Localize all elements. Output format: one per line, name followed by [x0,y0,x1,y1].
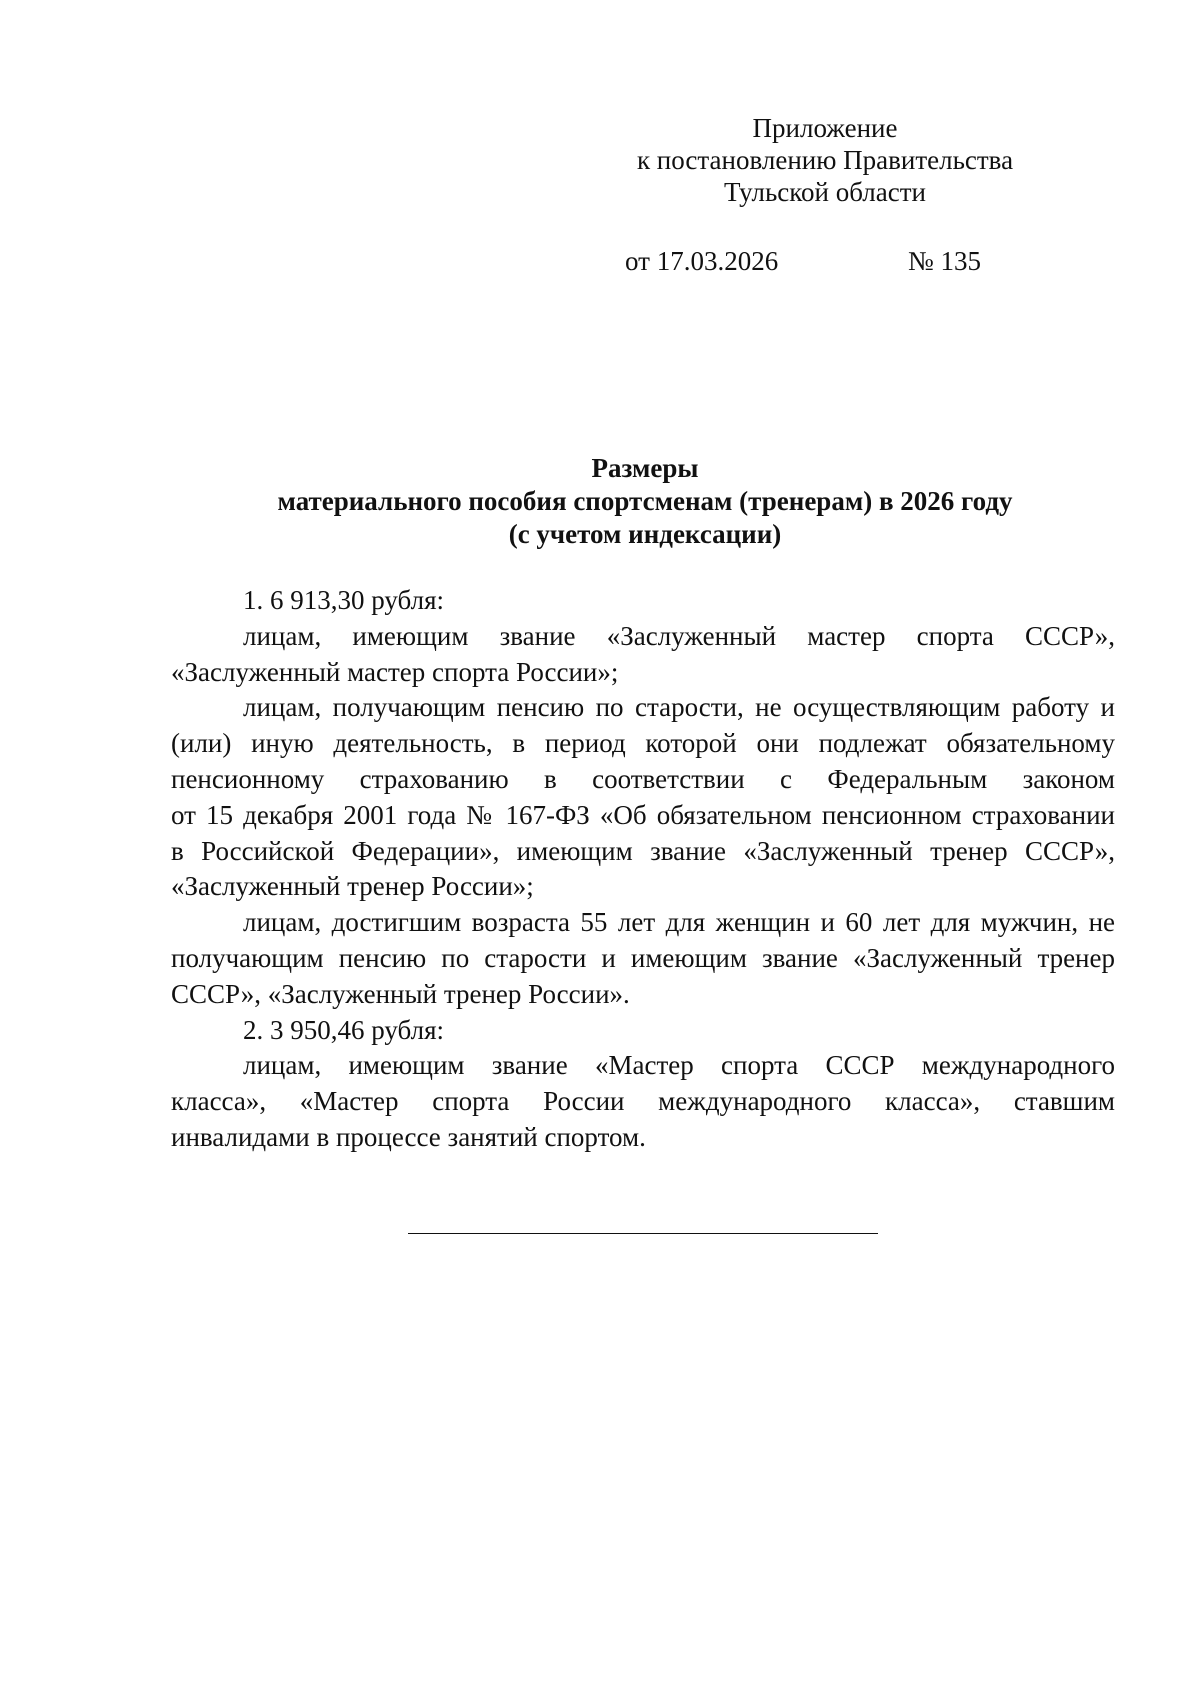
item-1-recipients-masters [171,619,1115,691]
text-line: «Заслуженный тренер России»; [171,871,534,902]
document-body [171,583,1115,1156]
item-1-heading [171,583,1115,619]
item-1-recipients-age [171,905,1115,1012]
document-date: от 17.03.2026 [625,246,779,276]
text-line: лицам, имеющим звание «Заслуженный мастер спорта СССР», [243,620,1115,651]
text-line: лицам, достигшим возраста 55 лет для женщин и 60 лет для мужчин, не [243,907,1115,938]
title-line-3: (с учетом индексации) [508,519,782,549]
title-line-2: материального пособия спортсменам (тренерам) в 2026 году [277,486,1013,516]
resolution-reference: к постановлению Правительства [636,145,1014,175]
text-line: СССР», «Заслуженный тренер России». [171,978,630,1009]
item-2-heading [171,1013,1115,1049]
closing-divider [408,1233,878,1234]
text-line: в Российской Федерации», имеющим звание «Заслуженный тренер СССР», [171,835,1115,866]
text-line: пенсионному страхованию в соответствии с Федеральным законом [171,763,1115,794]
text-line: 2. 3 950,46 рубля: [243,1014,444,1045]
text-line: класса», «Мастер спорта России международного класса», ставшим [171,1086,1115,1117]
appendix-header [575,112,1075,208]
text-line: от 15 декабря 2001 года № 167-ФЗ «Об обязательном пенсионном страховании [171,799,1115,830]
region-name: Тульской области [724,177,926,207]
document-title [170,452,1120,551]
document-number: № 135 [908,246,982,276]
text-line: получающим пенсию по старости и имеющим звание «Заслуженный тренер [171,942,1115,973]
text-line: «Заслуженный мастер спорта России»; [171,656,619,687]
appendix-label: Приложение [752,113,898,143]
text-line: инвалидами в процессе занятий спортом. [171,1121,646,1152]
title-line-1: Размеры [591,453,699,483]
item-1-recipients-pensioners [171,690,1115,905]
text-line: (или) иную деятельность, в период которой они подлежат обязательному [171,728,1115,759]
text-line: лицам, получающим пенсию по старости, не осуществляющим работу и [243,692,1115,723]
item-2-recipients [171,1048,1115,1155]
text-line: 1. 6 913,30 рубля: [243,585,444,615]
text-line: лицам, имеющим звание «Мастер спорта СССР международного [243,1050,1115,1081]
